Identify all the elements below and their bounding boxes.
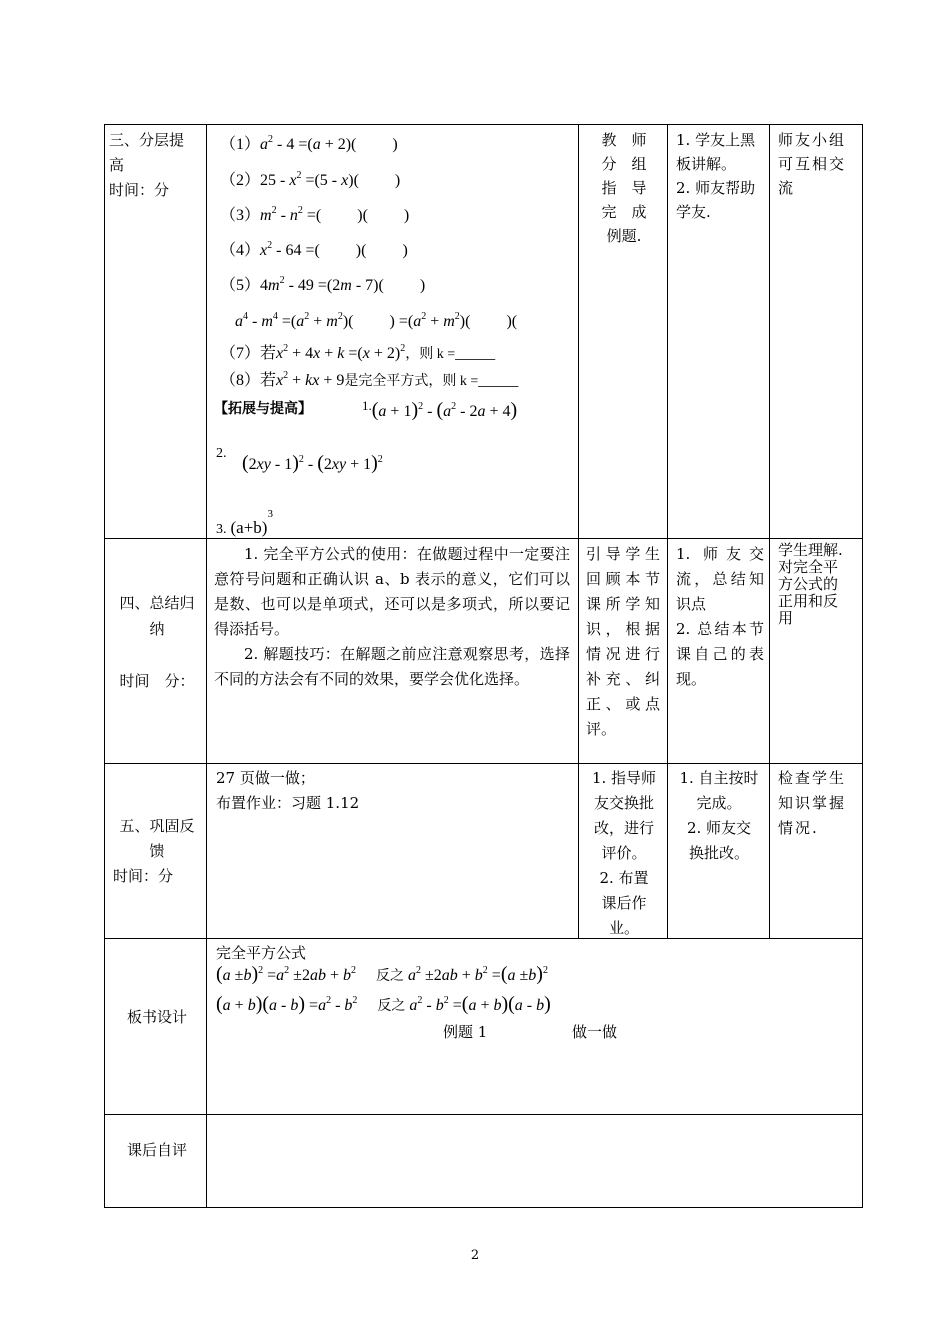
exercise-1: $(1)a^2 - 4 =(a + 2)$( ) [220, 134, 398, 153]
extension-2: $(2xy - 1)^2 - (2xy + 1)^2$ [242, 452, 383, 474]
board-example: 例题 1 [443, 1023, 488, 1041]
col-divider-3 [667, 124, 668, 939]
row-divider-4 [104, 1114, 863, 1115]
row1-label: 三、分层提 高 时间：分 [109, 131, 185, 199]
row1-teacher: 教 师 分 组 指 导 完 成 例题. [601, 131, 647, 245]
table-border-left [104, 124, 105, 1208]
row3-label: 五、巩固反 馈 时间：分 [113, 817, 195, 885]
row3-teacher: 1. 指导师 友交换批 改，进行 评价。 2. 布置 课后作 业。 [591, 769, 657, 937]
col-divider-1 [206, 124, 207, 1208]
extension-2-num: 2. [216, 446, 227, 461]
table-border-right [862, 124, 863, 1208]
extension-title: 【拓展与提高】 [214, 401, 312, 417]
row1-student: 1. 学友上黑 板讲解。 2. 师友帮助 学友. [676, 131, 756, 221]
row-divider-2 [104, 763, 863, 764]
row2-student: 1. 师友交流，总结知识点 2. 总结本节课自己的表现。 [676, 545, 764, 688]
row3-goal: 检查学生 知识掌握 情况. [778, 769, 847, 837]
page-number: 2 [470, 1248, 480, 1263]
exercise-5: $(5)4m^2 - 49 =(2m - 7)$( ) [220, 275, 426, 294]
col-divider-4 [769, 124, 770, 939]
exercise-6: $a^4 - m^4 =(a^2 + m^2)$( ) $=(a^2 + m^2)$( )( [235, 311, 518, 330]
extension-3: 3. $(a+b)^3$ [216, 508, 273, 537]
row-divider-3 [104, 938, 863, 939]
board-title: 完全平方公式 [216, 944, 307, 962]
exercise-4: $(4)x^2 - 64$ =( )( ) [220, 240, 408, 259]
row3-student: 1. 自主按时 完成。 2. 师友交 换批改。 [679, 769, 759, 862]
row2-teacher: 引导学生回顾本节课所学知识，根据情况进行补充、纠正、或点评。 [586, 545, 660, 738]
table-border-bottom [104, 1207, 863, 1208]
row5-label: 课后自评 [126, 1141, 187, 1159]
extension-1: $^{1.}(a + 1)^2 - (a^2 - 2a + 4)$ [362, 398, 518, 421]
exercise-7: （7）若$x^2 + 4x + k =(x + 2)^2$，则 k =_____ [220, 343, 496, 362]
col-divider-2 [578, 124, 579, 939]
exercise-2: $(2)25 - x^2 =(5 - x)$( ) [220, 170, 401, 189]
exercise-8: （8）若$x^2$ + kx + 9是完全平方式，则 k =_____ [220, 370, 519, 389]
row2-content: 1. 完全平方公式的使用：在做题过程中一定要注意符号问题和正确认识 a、b 表示的意义，它们可以是数、也可以是单项式，还可以是多项式，所以要记得添括号。 2. 解题技巧：在解题之前应注意观察思考，选择不同的方法会有不同的效果，要学会优化选择。 [214, 545, 570, 688]
exercise-3: $(3)m^2 - n^2$ =( )( ) [220, 205, 410, 224]
row1-goal: 师友小组 可互相交 流 [778, 131, 847, 197]
row3-content: 27 页做一做； 布置作业：习题 1.12 [216, 769, 360, 812]
row2-label: 四、总结归 纳 时间 分： [119, 594, 195, 690]
row2-goal: 学生理解. 对完全平 方公式的 正用和反 用 [778, 541, 843, 627]
board-practice: 做一做 [572, 1023, 618, 1041]
table-border-top [104, 124, 863, 125]
row-divider-1 [104, 538, 863, 539]
board-formula-2: $(a + b)(a - b) =a^2 - b^2$ 反之 $a^2 - b^2 =(a + b)(a - b)$ [216, 993, 551, 1015]
row4-label: 板书设计 [126, 1008, 187, 1026]
board-formula-1: $(a \pm b)^2 =a^2 \pm 2ab + b^2$ 反之 $a^2 \pm 2ab + b^2 =(a \pm b)^2$ [216, 963, 548, 985]
